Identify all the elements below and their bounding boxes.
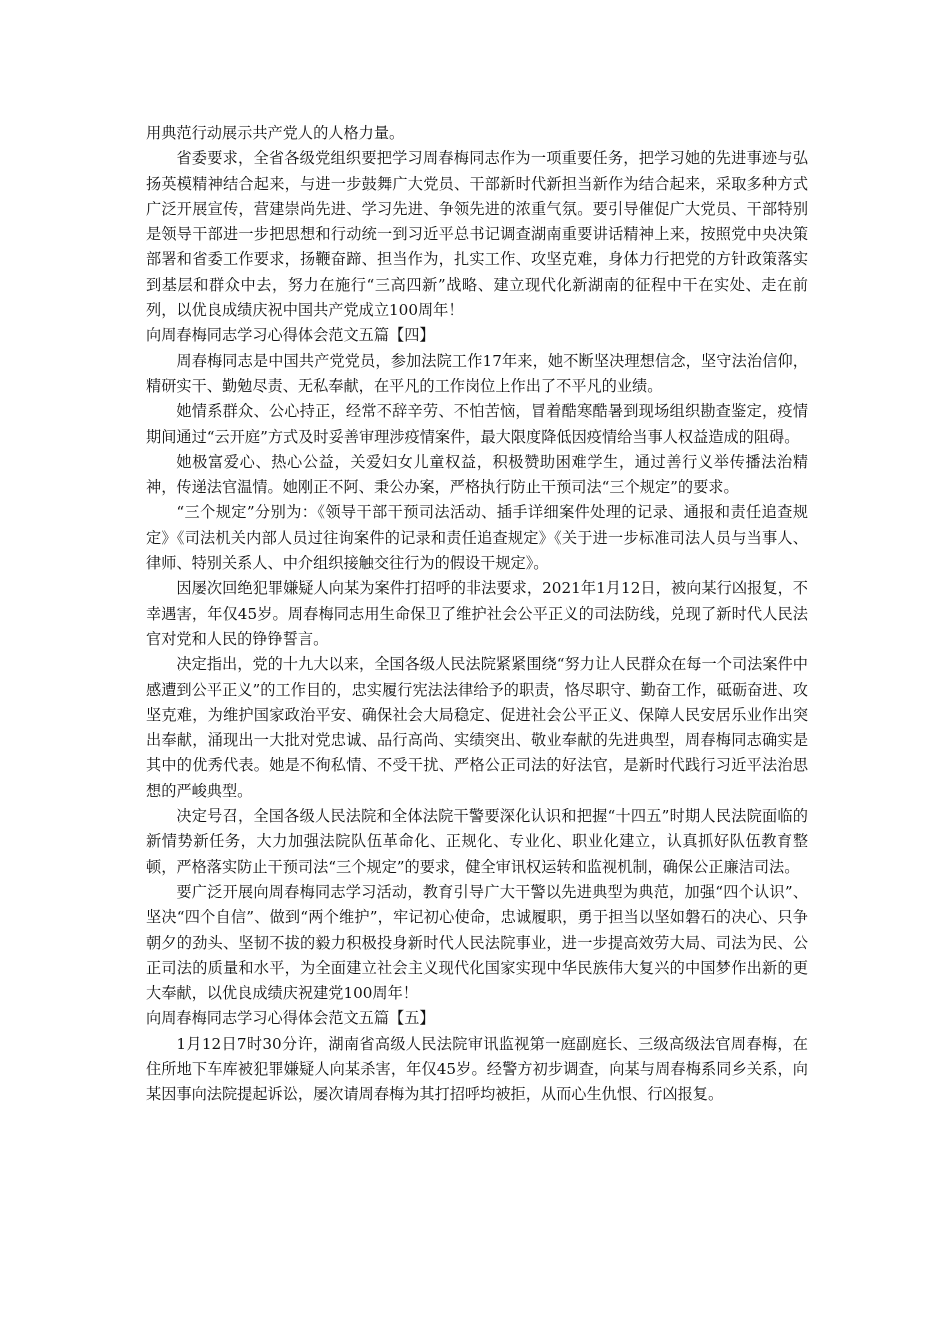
- body-paragraph: 决定指出，党的十九大以来，全国各级人民法院紧紧围绕“努力让人民群众在每一个司法案件中感遭到公平正义”的工作目的，忠实履行宪法法律给予的职责，恪尽职守、勤奋工作，砥砺奋进、攻坚克难，为维护国家政治平安、确保社会大局稳定、促进社会公平正义、保障人民安居乐业作出突出奉献，涌现出一大批对党忠诚、品行高尚、实绩突出、敬业奉献的先进典型，周春梅同志确实是其中的优秀代表。她是不徇私情、不受干扰、严格公正司法的好法官，是新时代践行习近平法治思想的严峻典型。: [146, 655, 808, 800]
- body-paragraph: 省委要求，全省各级党组织要把学习周春梅同志作为一项重要任务，把学习她的先进事迹与弘扬英模精神结合起来，与进一步鼓舞广大党员、干部新时代新担当新作为结合起来，采取多种方式广泛开展宣传，营建崇尚先进、学习先进、争领先进的浓重气氛。要引导催促广大党员、干部特别是领导干部进一步把思想和行动统一到习近平总书记调查湖南重要讲话精神上来，按照党中央决策部署和省委工作要求，扬鞭奋蹄、担当作为，扎实工作、攻坚克难，身体力行把党的方针政策落实到基层和群众中去，努力在施行“三高四新”战略、建立现代化新湖南的征程中干在实处、走在前列，以优良成绩庆祝中国共产党成立100周年！: [146, 149, 808, 320]
- body-paragraph: 决定号召，全国各级人民法院和全体法院干警要深化认识和把握“十四五”时期人民法院面临的新情势新任务，大力加强法院队伍革命化、正规化、专业化、职业化建立，认真抓好队伍教育整顿，严格落实防止干预司法“三个规定”的要求，健全审讯权运转和监视机制，确保公正廉洁司法。: [146, 807, 808, 876]
- body-paragraph: 用典范行动展示共产党人的人格力量。: [146, 124, 405, 142]
- body-paragraph: 周春梅同志是中国共产党党员，参加法院工作17年来，她不断坚决理想信念，坚守法治信仰，精研实干、勤勉尽责、无私奉献，在平凡的工作岗位上作出了不平凡的业绩。: [146, 351, 808, 395]
- body-paragraph: 她情系群众、公心持正，经常不辞辛劳、不怕苦恼，冒着酷寒酷暑到现场组织勘查鉴定，疫情期间通过“云开庭”方式及时妥善审理涉疫情案件，最大限度降低因疫情给当事人权益造成的阻碍。: [146, 402, 808, 446]
- body-paragraph: “三个规定”分别为：《领导干部干预司法活动、插手详细案件处理的记录、通报和责任追查规定》《司法机关内部人员过往询案件的记录和责任追查规定》《关于进一步标准司法人员与当事人、律师、特别关系人、中介组织接触交往行为的假设干规定》。: [146, 503, 808, 573]
- section-heading: 向周春梅同志学习心得体会范文五篇【四】: [146, 326, 435, 345]
- section-heading: 向周春梅同志学习心得体会范文五篇【五】: [146, 1009, 435, 1028]
- body-paragraph: 1月12日7时30分许，湖南省高级人民法院审讯监视第一庭副庭长、三级高级法官周春梅，在住所地下车库被犯罪嫌疑人向某杀害，年仅45岁。经警方初步调查，向某与周春梅系同乡关系，向某因事向法院提起诉讼，屡次请周春梅为其打招呼均被拒，从而心生仇恨、行凶报复。: [146, 1034, 808, 1104]
- body-paragraph: 因屡次回绝犯罪嫌疑人向某为案件打招呼的非法要求，2021年1月12日，被向某行凶报复，不幸遇害，年仅45岁。周春梅同志用生命保卫了维护社会公平正义的司法防线，兑现了新时代人民法官对党和人民的铮铮誓言。: [146, 579, 808, 648]
- body-paragraph: 她极富爱心、热心公益，关爱妇女儿童权益，积极赞助困难学生，通过善行义举传播法治精神，传递法官温情。她刚正不阿、秉公办案，严格执行防止干预司法“三个规定”的要求。: [146, 452, 808, 497]
- body-paragraph: 要广泛开展向周春梅同志学习活动，教育引导广大干警以先进典型为典范，加强“四个认识”、坚决“四个自信”、做到“两个维护”，牢记初心使命，忠诚履职，勇于担当以坚如磐石的决心、只争朝夕的劲头、坚韧不拔的毅力积极投身新时代人民法院事业，进一步提高效劳大局、司法为民、公正司法的质量和水平，为全面建立社会主义现代化国家实现中华民族伟大复兴的中国梦作出新的更大奉献，以优良成绩庆祝建党100周年！: [146, 882, 808, 1003]
- document-page: [146, 121, 808, 1108]
